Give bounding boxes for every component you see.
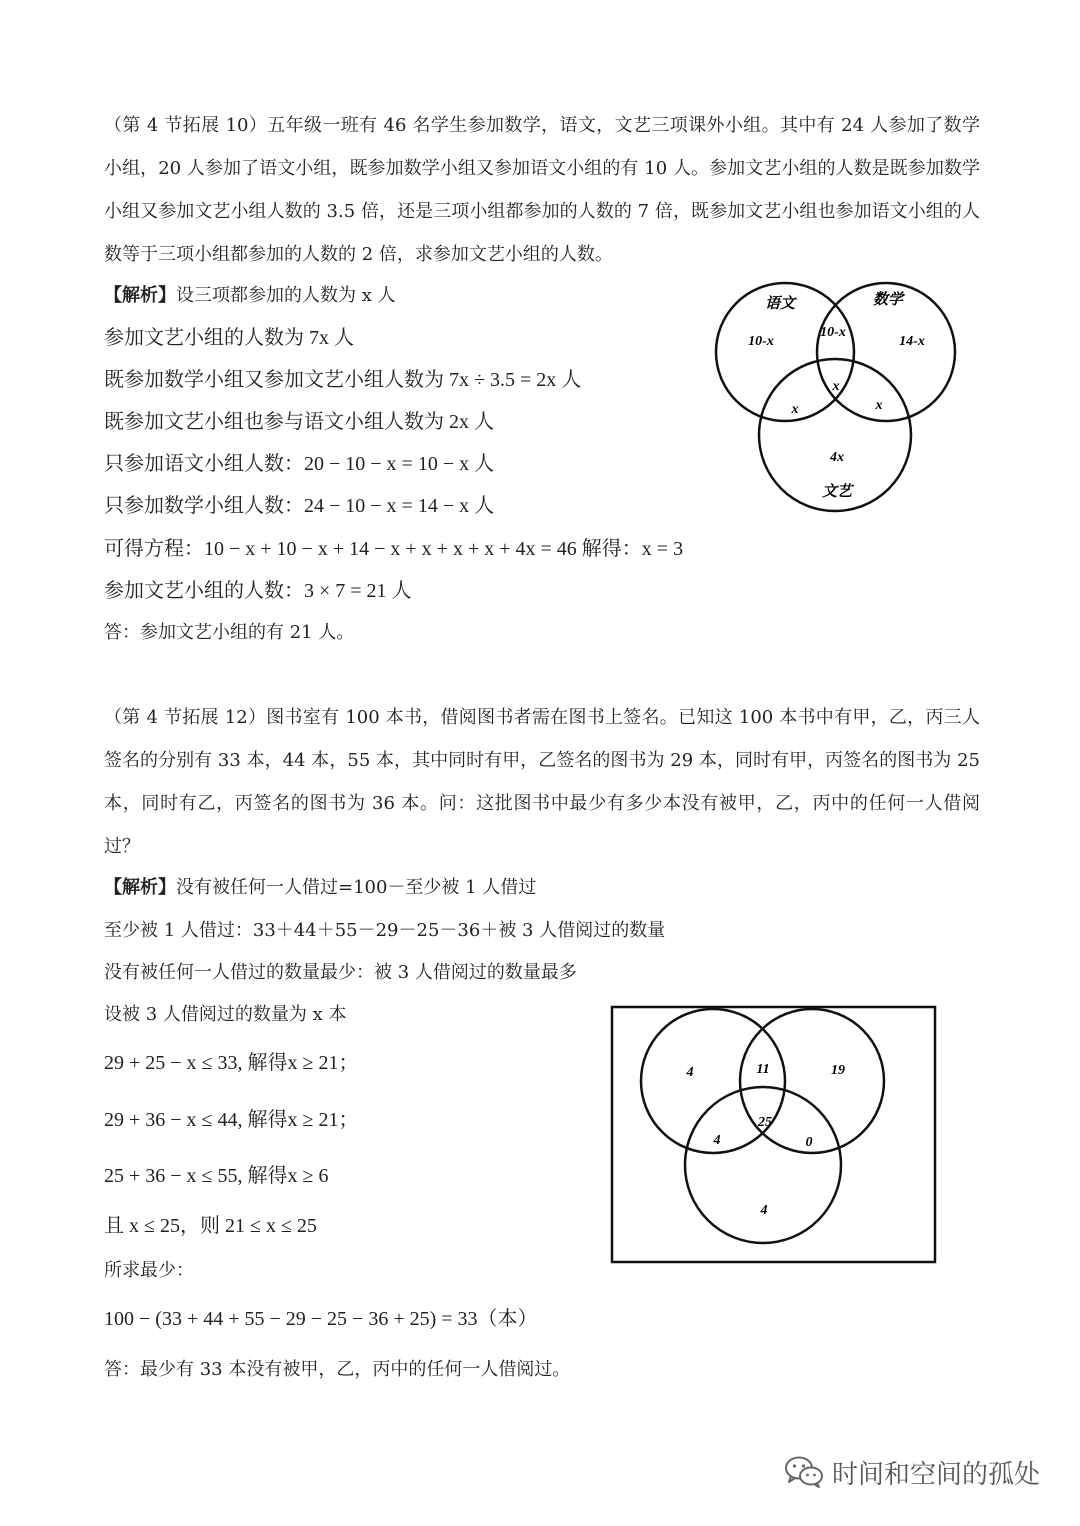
circle-c xyxy=(685,1087,841,1243)
step-line: 设被 3 人借阅过的数量为 x 本 xyxy=(104,1004,347,1025)
answer-line: 答：参加文艺小组的有 21 人。 xyxy=(104,622,355,643)
region-center: x xyxy=(832,379,840,394)
step-line: 没有被任何一人借过的数量最少：被 3 人借阅过的数量最多 xyxy=(104,962,577,983)
problem1-text: （第 4 节拓展 10）五年级一班有 46 名学生参加数学，语文，文艺三项课外小组。其中有 24 人参加了数学小组，20 人参加了语文小组，既参加数学小组又参加语文小组的有 10 人。参加文艺小组的人数是既参加数学小组又参加文艺小组人数的 3.5 倍，还是三项小组都参加的人数的 7 倍，既参加文艺小组也参加语文小组的人数等于三项小组都参加的人数的 2 倍，求参加文艺小组的人数。 xyxy=(104,115,980,265)
region-chinese-math: 10-x xyxy=(820,325,846,340)
step-line: 只参加语文小组人数：20 − 10 − x = 10 − x 人 xyxy=(104,453,495,475)
watermark-text: 时间和空间的孤处 xyxy=(832,1459,1041,1490)
region-only-arts: 4x xyxy=(830,450,844,465)
region-math-arts: x xyxy=(875,398,883,413)
circle-a xyxy=(641,1009,785,1153)
label-arts: 文艺 xyxy=(821,484,853,500)
region-only-a: 4 xyxy=(686,1065,694,1080)
step-line: 所求最少： xyxy=(104,1260,194,1281)
step-line: 既参加数学小组又参加文艺小组人数为 7x ÷ 3.5 = 2x 人 xyxy=(104,369,582,391)
venn-diagram-2 xyxy=(610,1005,938,1265)
step-line: 只参加数学小组人数：24 − 10 − x = 14 − x 人 xyxy=(104,495,495,517)
analysis-intro: 设三项都参加的人数为 x 人 xyxy=(176,285,396,306)
watermark xyxy=(784,1452,1040,1492)
region-bc: 0 xyxy=(805,1135,813,1150)
region-only-math: 14-x xyxy=(899,334,925,349)
region-only-chinese: 10-x xyxy=(748,334,774,349)
analysis-label: 【解析】 xyxy=(104,285,176,306)
problem2-text: （第 4 节拓展 12）图书室有 100 本书，借阅图书者需在图书上签名。已知这 100 本书中有甲，乙，丙三人签名的分别有 33 本，44 本，55 本，其中同时有甲，乙签名的图书为 29 本，同时有甲，丙签名的图书为 25 本，同时有乙，丙签名的图书为 36 本。问：这批图书中最少有多少本没有被甲，乙，丙中的任何一人借阅过？ xyxy=(104,707,980,857)
range-line: 且 x ≤ 25，则 21 ≤ x ≤ 25 xyxy=(104,1215,317,1237)
region-chinese-arts: x xyxy=(791,402,799,417)
region-center: 25 xyxy=(758,1115,772,1130)
region-ab: 11 xyxy=(756,1062,770,1077)
step-line: 至少被 1 人借过：33＋44＋55－29－25－36＋被 3 人借阅过的数量 xyxy=(104,920,666,941)
circle-b xyxy=(740,1009,884,1153)
problem1-analysis xyxy=(104,283,396,309)
label-math: 数学 xyxy=(872,292,904,308)
step-line: 既参加文艺小组也参与语文小组人数为 2x 人 xyxy=(104,411,494,433)
venn-diagram-1 xyxy=(700,270,970,520)
step-line: 参加文艺小组的人数：3 × 7 = 21 人 xyxy=(104,580,412,602)
label-chinese: 语文 xyxy=(764,296,796,312)
inequality-line: 29 + 25 − x ≤ 33, 解得x ≥ 21； xyxy=(104,1052,359,1074)
analysis-intro: 没有被任何一人借过=100－至少被 1 人借过 xyxy=(176,877,537,898)
universe-box xyxy=(612,1007,935,1262)
step-line: 参加文艺小组的人数为 7x 人 xyxy=(104,327,354,349)
region-only-b: 19 xyxy=(831,1063,845,1078)
step-line: 可得方程：10 − x + 10 − x + 14 − x + x + x + x + 4x = 46 解得：x = 3 xyxy=(104,538,684,560)
answer-line: 答：最少有 33 本没有被甲，乙，丙中的任何一人借阅过。 xyxy=(104,1359,571,1380)
final-equation: 100 − (33 + 44 + 55 − 29 − 25 − 36 + 25) = 33（本） xyxy=(104,1308,538,1330)
inequality-line: 29 + 36 − x ≤ 44, 解得x ≥ 21； xyxy=(104,1109,359,1131)
region-only-c: 4 xyxy=(760,1203,768,1218)
analysis-label: 【解析】 xyxy=(104,877,176,898)
problem2-analysis xyxy=(104,875,536,901)
wechat-icon xyxy=(784,1455,824,1489)
region-ac: 4 xyxy=(713,1133,721,1148)
inequality-line: 25 + 36 − x ≤ 55, 解得x ≥ 6 xyxy=(104,1165,329,1187)
